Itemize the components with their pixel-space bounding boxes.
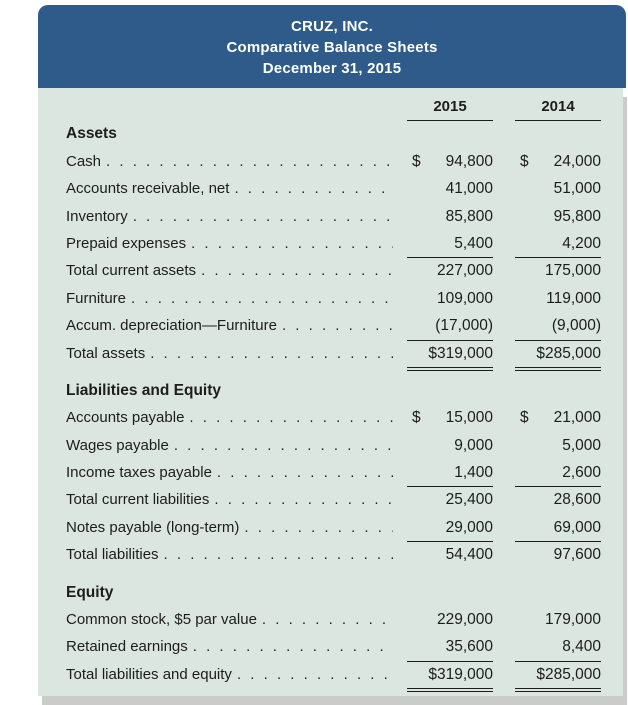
value-2014: 95,800 xyxy=(553,207,601,225)
dot-leader xyxy=(201,257,393,284)
table-row-retained-earnings xyxy=(66,633,601,660)
section-label: Equity xyxy=(66,583,114,601)
section-header-equity xyxy=(66,579,601,606)
value-2014: 119,000 xyxy=(546,289,601,307)
value-2015: 29,000 xyxy=(407,514,493,542)
statement-body xyxy=(38,88,623,696)
row-label: Accounts receivable, net xyxy=(66,180,230,198)
value-2014: 51,000 xyxy=(553,180,601,198)
balance-sheet-card xyxy=(38,5,626,696)
row-label: Accum. depreciation—Furniture xyxy=(66,317,277,335)
value-2015: 85,800 xyxy=(445,207,493,225)
dot-leader xyxy=(191,230,393,257)
dot-leader xyxy=(150,340,393,367)
value-2014: $ 24,000 xyxy=(520,152,601,170)
table-row-common-stock xyxy=(66,606,601,633)
row-label: Total assets xyxy=(66,344,146,362)
value-2015: (17,000) xyxy=(407,312,493,340)
dot-leader xyxy=(174,432,393,459)
value-2015: 1,400 xyxy=(407,459,493,487)
table-row-inventory xyxy=(66,203,601,230)
table-row-prepaid-expenses xyxy=(66,230,601,257)
row-label: Prepaid expenses xyxy=(66,234,187,252)
section-label: Liabilities and Equity xyxy=(66,381,222,399)
table-row-total-assets xyxy=(66,340,601,367)
section-header-assets xyxy=(66,120,601,147)
value-2015: 229,000 xyxy=(436,611,493,629)
dot-leader xyxy=(244,514,393,541)
value-2014: $ 21,000 xyxy=(520,409,601,427)
row-label: Total liabilities xyxy=(66,546,159,564)
table-row-total-liabilities xyxy=(66,541,601,568)
dot-leader xyxy=(217,459,393,486)
value-2015: $ 94,800 xyxy=(412,152,493,170)
table-row-total-current-assets xyxy=(66,257,601,284)
table-row-total-liabilities-equity xyxy=(66,661,601,688)
value-2015: 9,000 xyxy=(454,436,493,454)
row-label: Total current liabilities xyxy=(66,491,210,509)
section-label: Assets xyxy=(66,125,117,143)
value-2015: $319,000 xyxy=(407,661,493,692)
row-label: Common stock, $5 par value xyxy=(66,611,257,629)
table-row-income-taxes-payable xyxy=(66,459,601,486)
row-label: Total current assets xyxy=(66,262,197,280)
value-2015: 109,000 xyxy=(436,289,493,307)
value-2015: 41,000 xyxy=(445,180,493,198)
table-row-cash xyxy=(66,148,601,175)
row-label: Inventory xyxy=(66,207,128,225)
row-label: Retained earnings xyxy=(66,638,188,656)
value-2014: 179,000 xyxy=(544,611,601,629)
column-header-2015: 2015 xyxy=(407,93,493,121)
value-2014: 97,600 xyxy=(553,546,601,564)
column-header-2014: 2014 xyxy=(515,93,601,121)
table-row-furniture xyxy=(66,285,601,312)
value-2015: 5,400 xyxy=(407,230,493,258)
column-headers xyxy=(66,93,601,120)
table-row-total-current-liabilities xyxy=(66,486,601,513)
statement-date: December 31, 2015 xyxy=(262,60,402,77)
value-2014: 69,000 xyxy=(515,514,601,542)
value-2014: $285,000 xyxy=(515,340,601,371)
dot-leader xyxy=(189,404,393,431)
value-2015: 25,400 xyxy=(445,491,493,509)
value-2014: 175,000 xyxy=(544,262,601,280)
value-2015: $319,000 xyxy=(407,340,493,371)
row-label: Wages payable xyxy=(66,436,169,454)
table-row-accounts-payable xyxy=(66,404,601,431)
row-label: Notes payable (long-term) xyxy=(66,518,240,536)
dot-leader xyxy=(262,606,393,633)
row-label: Cash xyxy=(66,152,102,170)
dot-leader xyxy=(237,661,393,688)
value-2015: 35,600 xyxy=(407,633,493,661)
statement-header xyxy=(38,5,626,88)
value-2014: (9,000) xyxy=(515,312,601,340)
statement-title: Comparative Balance Sheets xyxy=(226,39,438,56)
table-row-accounts-receivable xyxy=(66,175,601,202)
value-2014: 5,000 xyxy=(562,436,601,454)
table-row-accum-depreciation xyxy=(66,312,601,339)
dot-leader xyxy=(133,203,393,230)
value-2014: 8,400 xyxy=(515,633,601,661)
table-row-wages-payable xyxy=(66,432,601,459)
value-2014: 28,600 xyxy=(553,491,601,509)
dot-leader xyxy=(214,486,393,513)
dot-leader xyxy=(164,541,393,568)
row-label: Total liabilities and equity xyxy=(66,665,232,683)
dot-leader xyxy=(131,285,393,312)
row-label: Income taxes payable xyxy=(66,464,212,482)
dot-leader xyxy=(106,148,393,175)
value-2014: 4,200 xyxy=(515,230,601,258)
dot-leader xyxy=(193,633,393,660)
row-label: Accounts payable xyxy=(66,409,185,427)
value-2015: $ 15,000 xyxy=(412,409,493,427)
row-label: Furniture xyxy=(66,289,127,307)
company-name: CRUZ, INC. xyxy=(291,18,373,35)
table-row-notes-payable xyxy=(66,514,601,541)
dot-leader xyxy=(282,312,393,339)
value-2014: $285,000 xyxy=(515,661,601,692)
section-header-liabilities-equity xyxy=(66,377,601,404)
value-2015: 54,400 xyxy=(445,546,493,564)
value-2015: 227,000 xyxy=(436,262,493,280)
value-2014: 2,600 xyxy=(515,459,601,487)
dot-leader xyxy=(234,175,393,202)
